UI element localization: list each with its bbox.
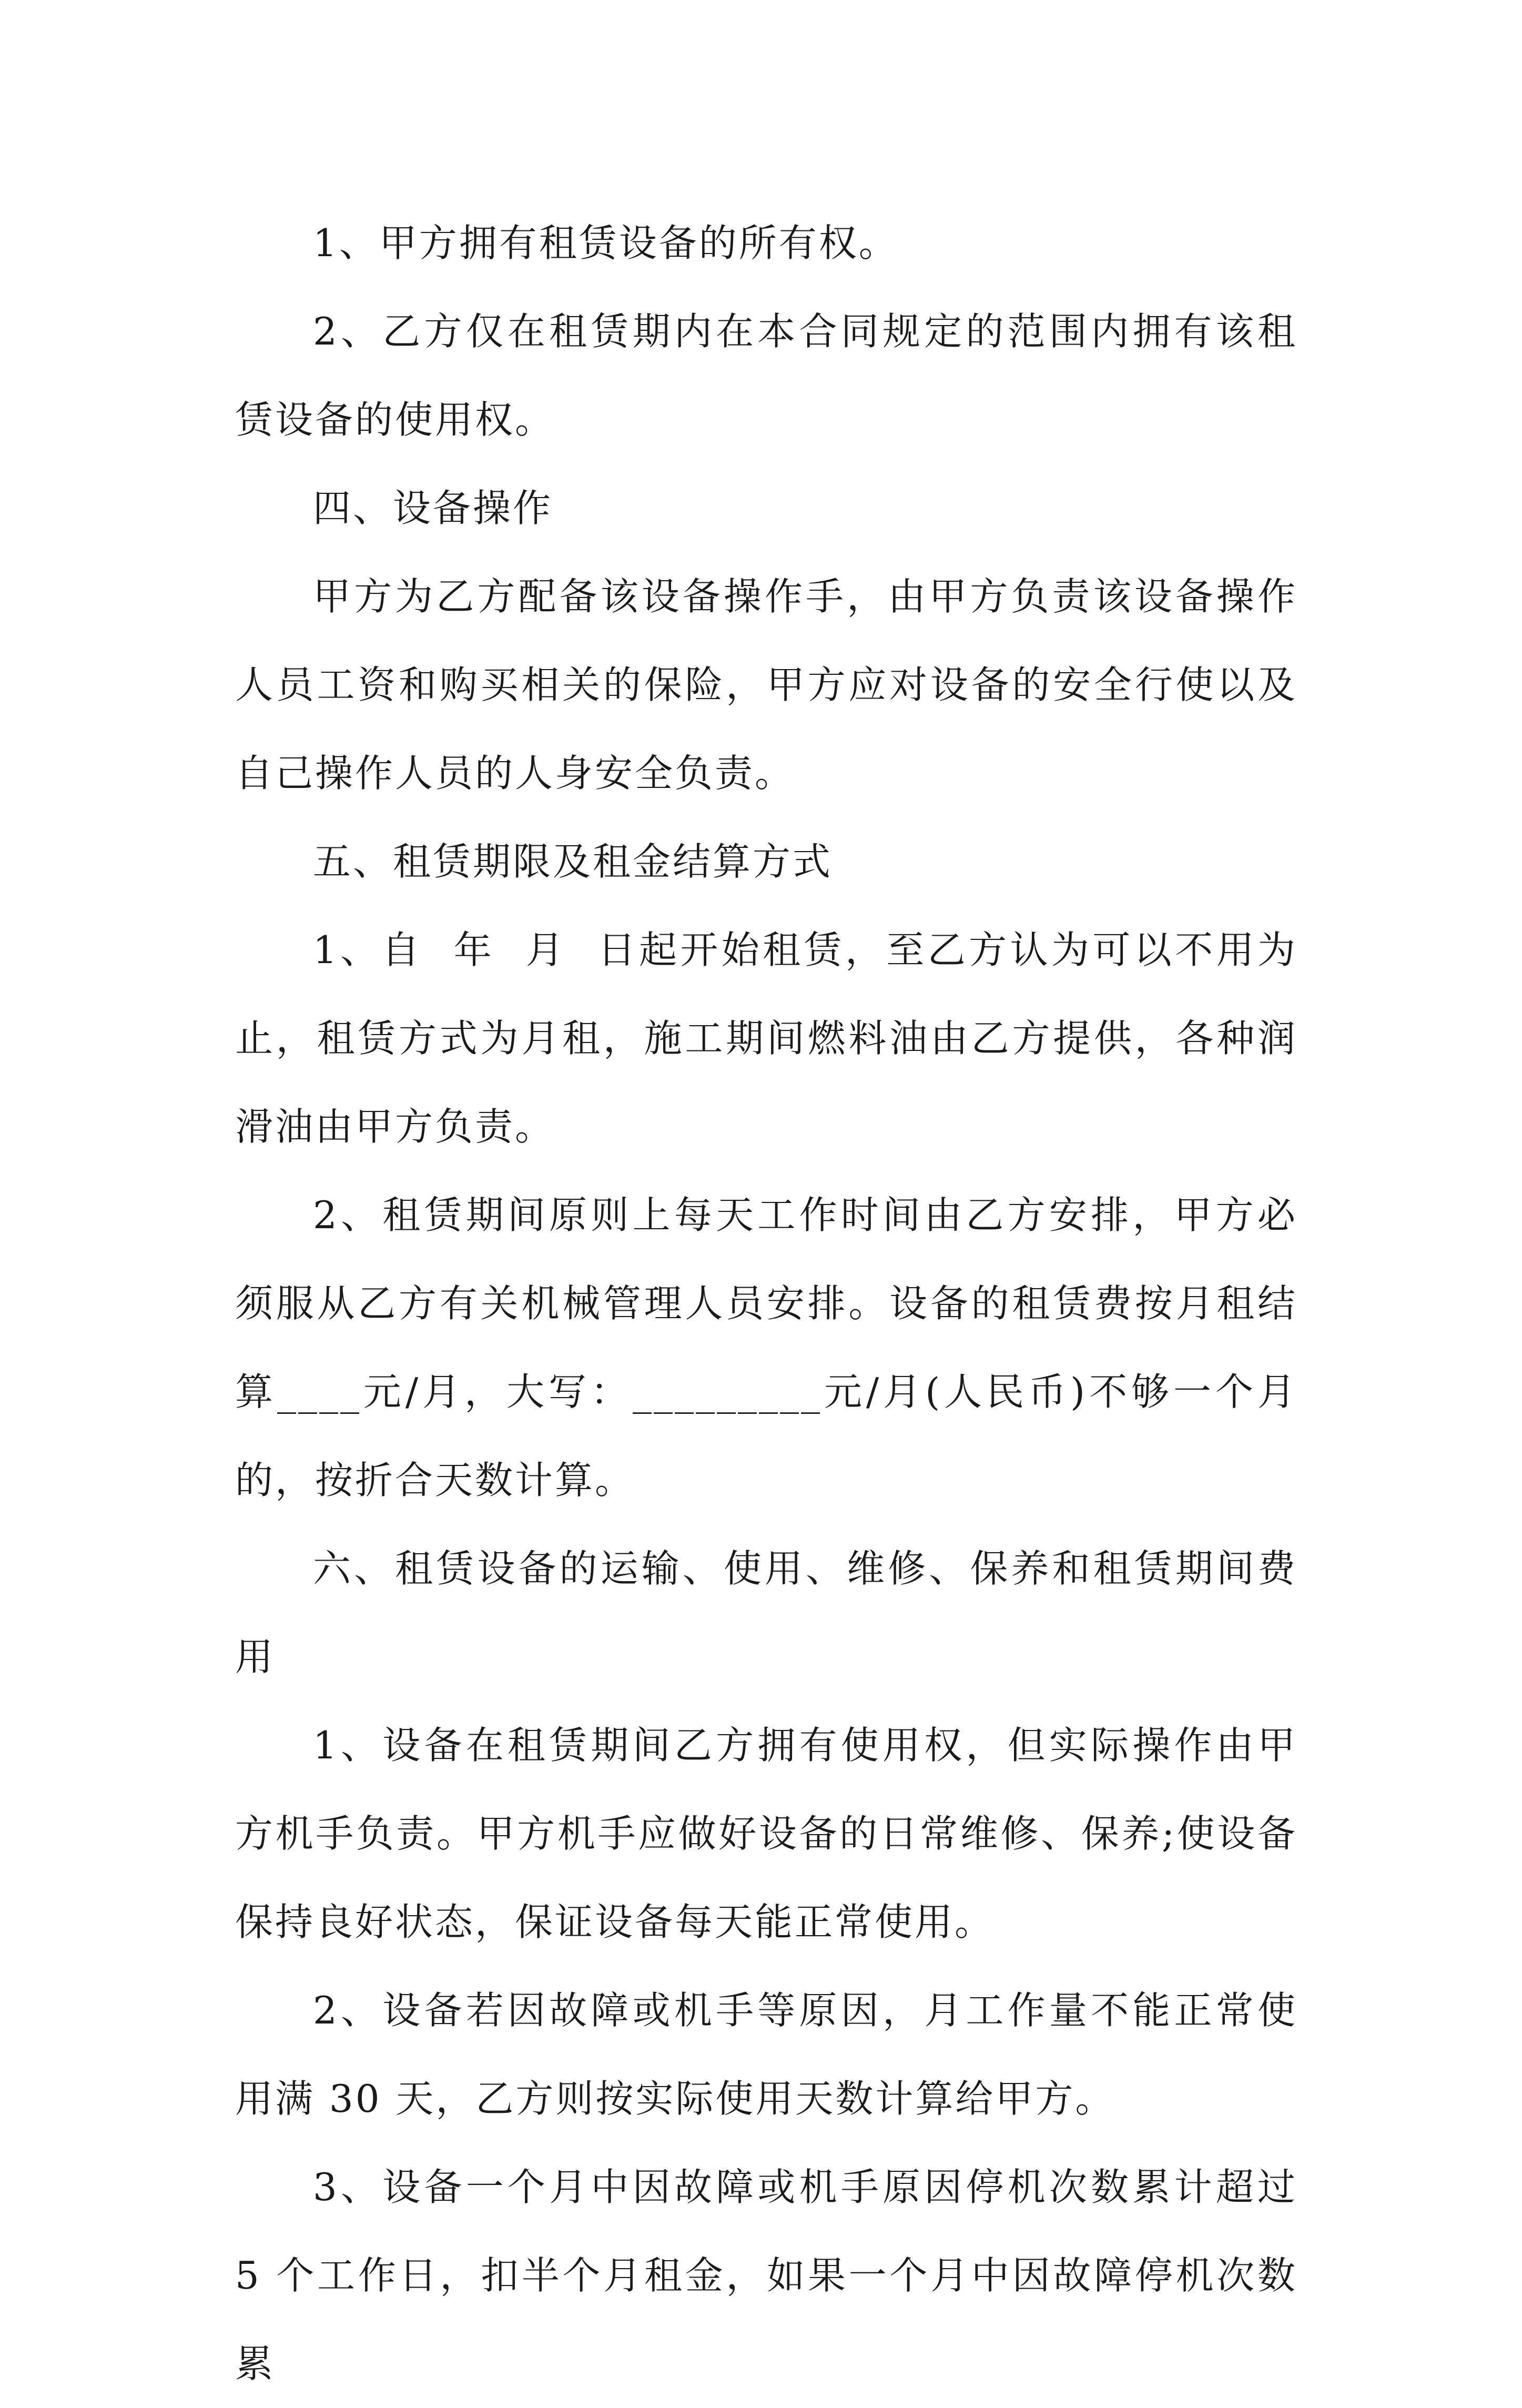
paragraph-malfunction: 2、设备若因故障或机手等原因，月工作量不能正常使用满 30 天，乙方则按实际使用天数计算给甲方。 (235, 1988, 1297, 2121)
section-heading-lease-term: 五、租赁期限及租金结算方式 (313, 839, 833, 884)
section-heading-transport-maintenance: 六、租赁设备的运输、使用、维修、保养和租赁期间费用 (235, 1546, 1297, 1679)
paragraph-operator: 甲方为乙方配备该设备操作手，由甲方负责该设备操作人员工资和购买相关的保险，甲方应对设备的安全行使以及自己操作人员的人身安全负责。 (235, 574, 1297, 795)
paragraph-downtime-penalty: 3、设备一个月中因故障或机手原因停机次数累计超过 5 个工作日，扣半个月租金，如果一个月中因故障停机次数累 (235, 2165, 1312, 2386)
section-heading-equipment-operation: 四、设备操作 (313, 486, 553, 530)
paragraph-ownership: 1、甲方拥有租赁设备的所有权。 (313, 221, 899, 265)
document-body (235, 199, 1312, 2408)
paragraph-rent-settlement: 2、租赁期间原则上每天工作时间由乙方安排，甲方必须服从乙方有关机械管理人员安排。设备的租赁费按月租结算____元/月，大写：_________元/月(人民币)不够一个月的，按折合天数计算。 (235, 1193, 1297, 1502)
paragraph-usage-right: 2、乙方仅在租赁期内在本合同规定的范围内拥有该租赁设备的使用权。 (235, 309, 1297, 442)
paragraph-lease-start: 1、自 年 月 日起开始租赁，至乙方认为可以不用为止，租赁方式为月租，施工期间燃料油由乙方提供，各种润滑油由甲方负责。 (235, 928, 1297, 1149)
paragraph-maintenance: 1、设备在租赁期间乙方拥有使用权，但实际操作由甲方机手负责。甲方机手应做好设备的日常维修、保养;使设备保持良好状态，保证设备每天能正常使用。 (235, 1723, 1297, 1944)
